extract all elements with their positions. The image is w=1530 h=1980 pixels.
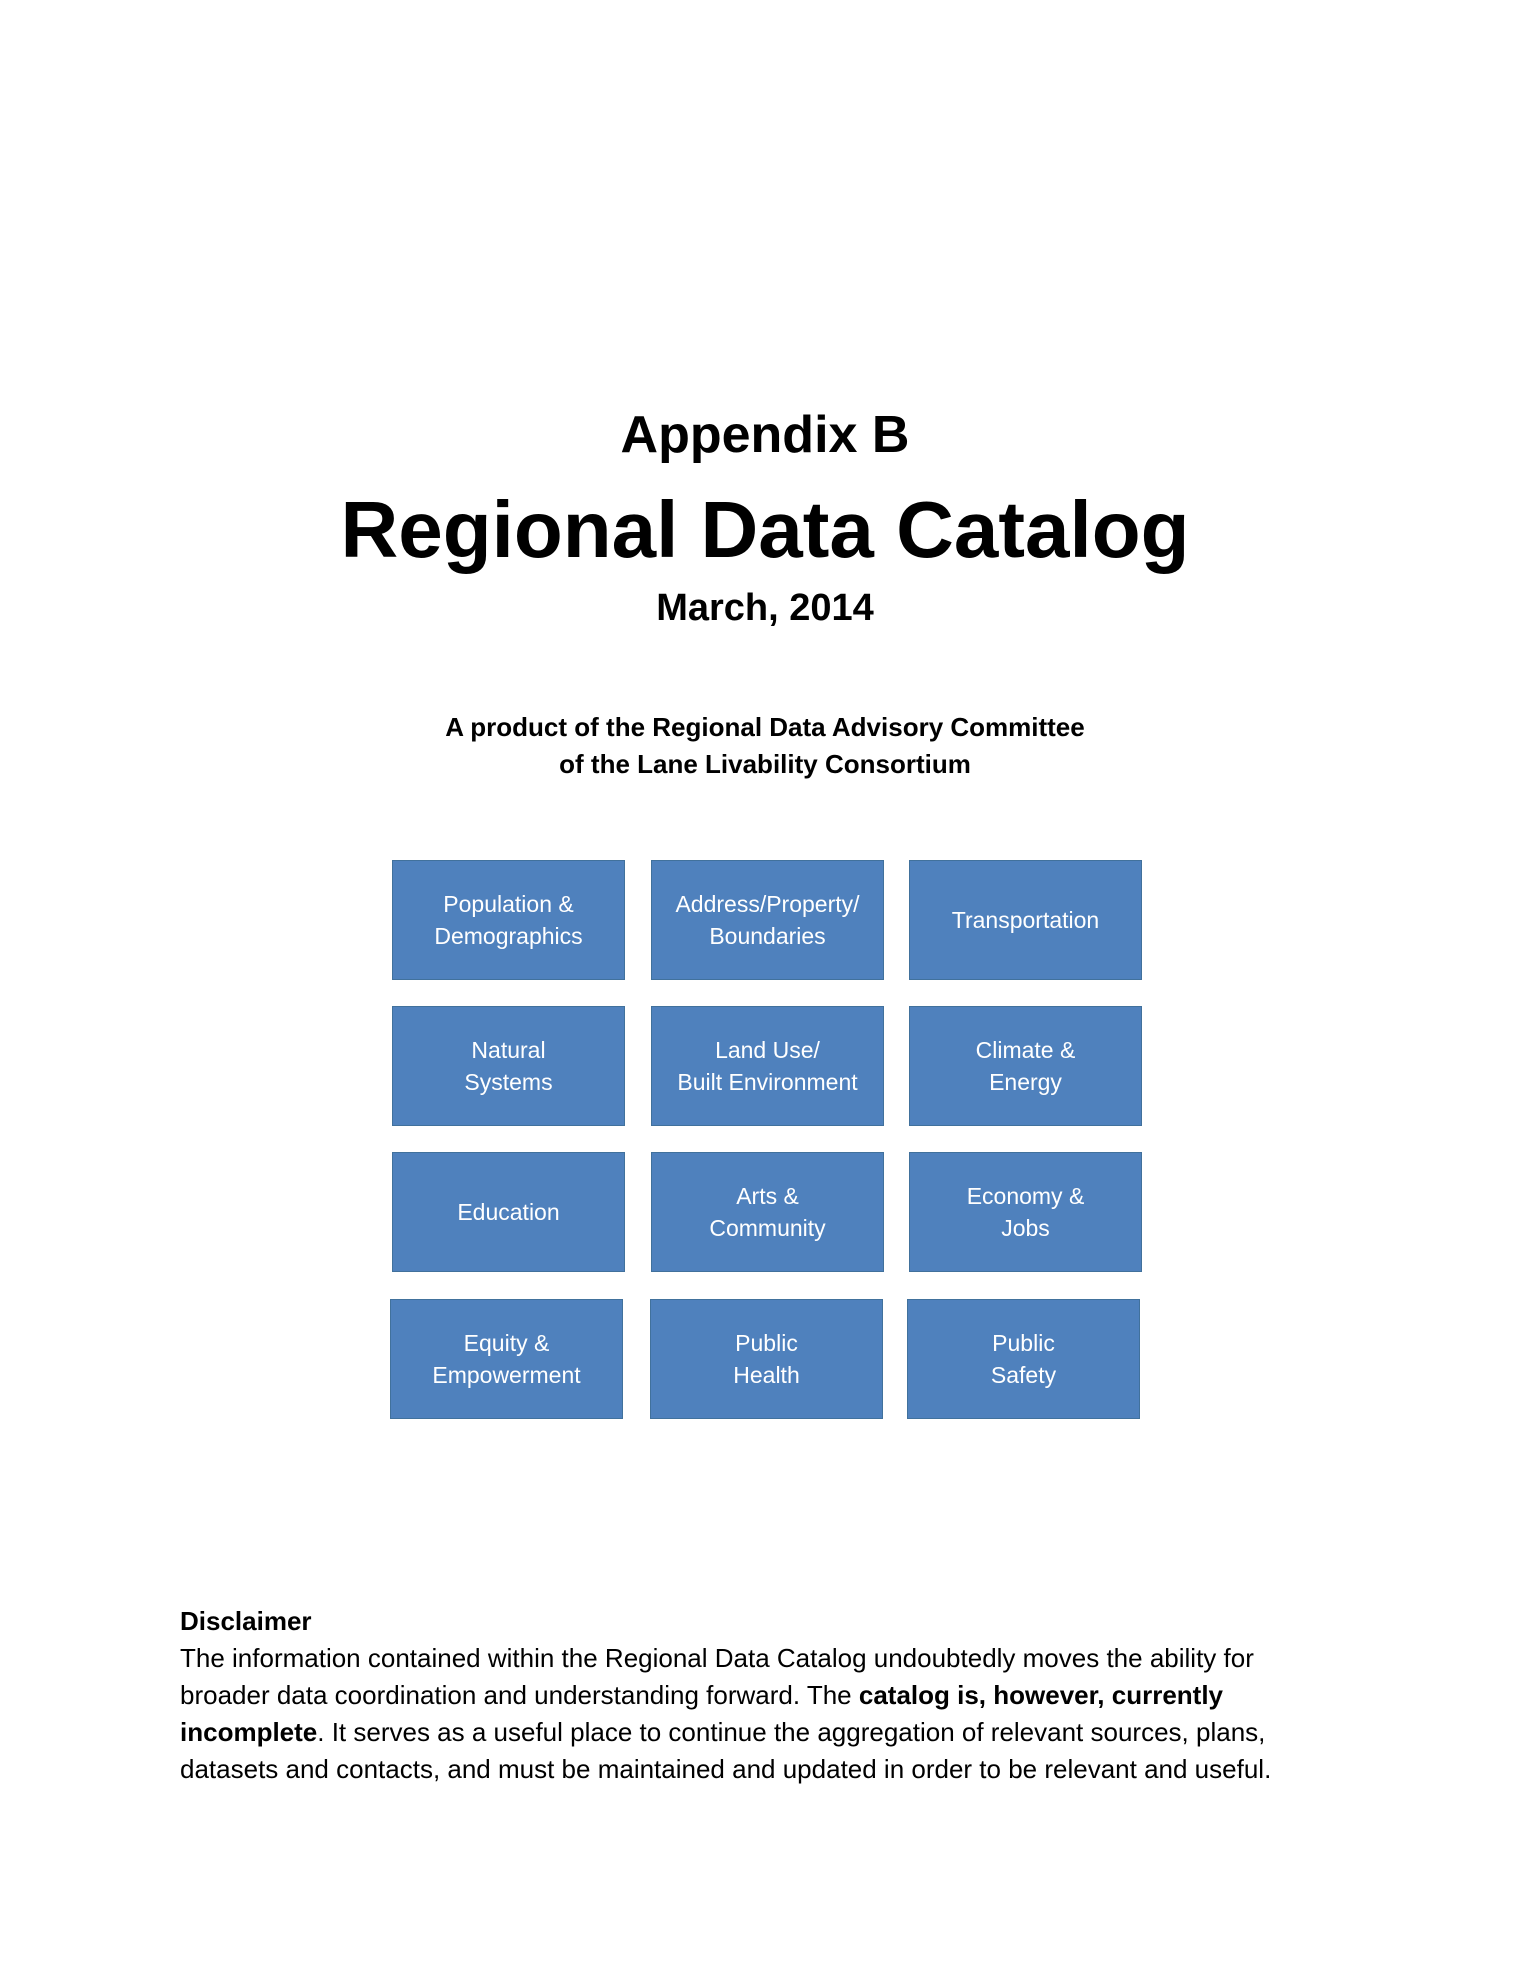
tile-label: Arts & [736, 1183, 799, 1209]
tile-label: Jobs [1001, 1215, 1050, 1241]
page-title: Regional Data Catalog [340, 485, 1190, 574]
tile-label: Education [457, 1199, 560, 1225]
tile-public-health[interactable] [650, 1299, 883, 1419]
product-statement-line-2: of the Lane Livability Consortium [559, 749, 971, 779]
tile-label: Empowerment [432, 1362, 581, 1388]
tile-economy-jobs[interactable] [909, 1152, 1142, 1272]
tile-label: Land Use/ [715, 1037, 820, 1063]
tile-natural-systems[interactable] [392, 1006, 625, 1126]
tile-equity-empowerment[interactable] [390, 1299, 623, 1419]
tile-label: Address/Property/ [675, 891, 860, 917]
disclaimer-text: broader data coordination and understanding forward. The [180, 1680, 859, 1710]
tile-label: Public [992, 1330, 1055, 1356]
disclaimer-text: . It serves as a useful place to continue the aggregation of relevant sources, plans, [317, 1717, 1266, 1747]
tile-label: Built Environment [677, 1069, 858, 1095]
tile-education[interactable] [392, 1152, 625, 1272]
disclaimer-line-2 [180, 1677, 1360, 1714]
product-statement [0, 709, 1530, 783]
tile-arts-community[interactable] [651, 1152, 884, 1272]
tile-climate-energy[interactable] [909, 1006, 1142, 1126]
tile-label: Population & [443, 891, 574, 917]
publication-date: March, 2014 [656, 587, 874, 629]
tile-land-use-built-environment[interactable] [651, 1006, 884, 1126]
tile-address-property-boundaries[interactable] [651, 860, 884, 980]
disclaimer-line-1: The information contained within the Regional Data Catalog undoubtedly moves the ability for [180, 1643, 1254, 1673]
tile-label: Climate & [975, 1037, 1076, 1063]
tile-label: Equity & [463, 1330, 550, 1356]
disclaimer-emphasis: incomplete [180, 1717, 318, 1747]
disclaimer-line-3 [180, 1714, 1360, 1751]
disclaimer-emphasis: catalog is, however, currently [858, 1680, 1224, 1710]
tile-transportation[interactable] [909, 860, 1142, 980]
tile-label: Boundaries [709, 923, 826, 949]
tile-label: Demographics [434, 923, 583, 949]
tile-label: Safety [990, 1362, 1057, 1388]
product-statement-line-1: A product of the Regional Data Advisory Committee [445, 712, 1085, 742]
tile-label: Health [733, 1362, 800, 1388]
tile-label: Community [709, 1215, 826, 1241]
disclaimer-section [180, 1603, 1360, 1788]
appendix-label: Appendix B [620, 406, 910, 464]
tile-label: Transportation [951, 907, 1100, 933]
tile-label: Energy [989, 1069, 1062, 1095]
tile-label: Economy & [966, 1183, 1085, 1209]
disclaimer-heading: Disclaimer [180, 1606, 312, 1636]
tile-public-safety[interactable] [907, 1299, 1140, 1419]
tile-population-demographics[interactable] [392, 860, 625, 980]
tile-label: Public [735, 1330, 798, 1356]
tile-label: Systems [464, 1069, 553, 1095]
disclaimer-line-4: datasets and contacts, and must be maintained and updated in order to be relevant and useful. [180, 1754, 1272, 1784]
tile-label: Natural [471, 1037, 546, 1063]
